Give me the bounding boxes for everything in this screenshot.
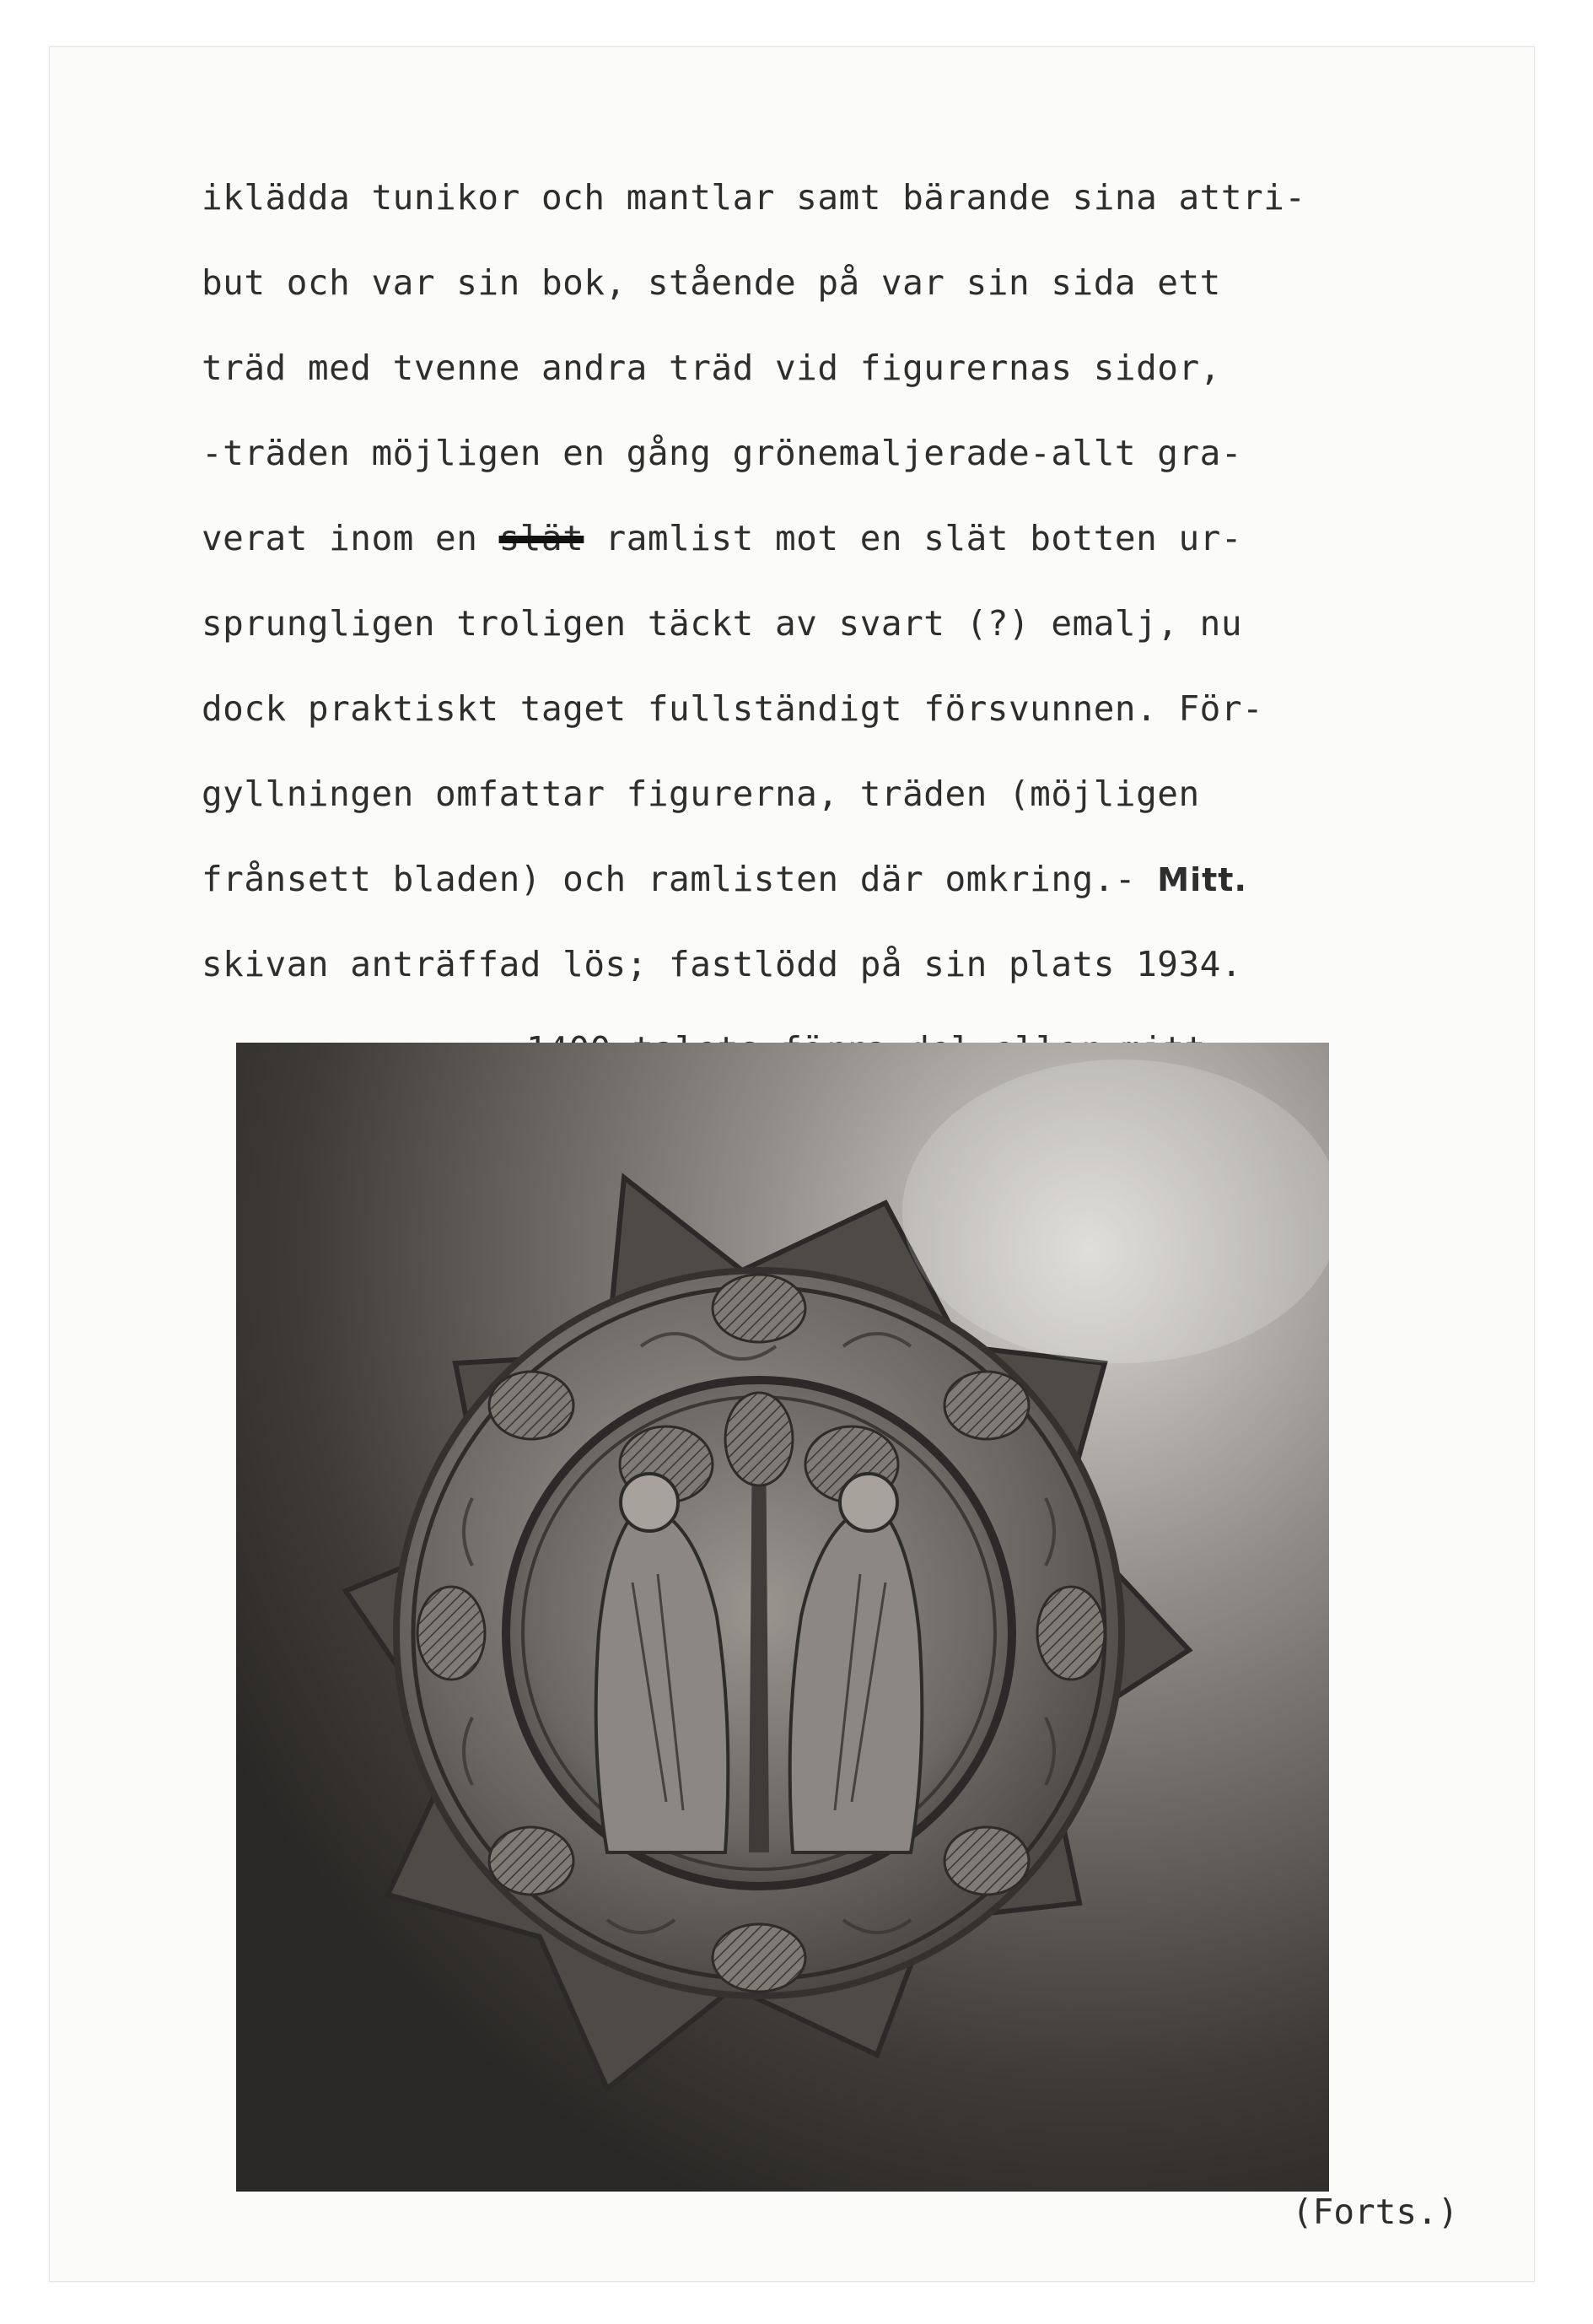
text-line-10: skivan anträffad lös; fastlödd på sin plats 1934. (202, 944, 1243, 984)
typed-text (202, 155, 1534, 1092)
struck-word: slät (498, 518, 584, 558)
text-line-5-before: verat inom en (202, 518, 499, 558)
engraved-paten-photograph (236, 1043, 1329, 2192)
text-line-2: but och var sin bok, stående på var sin sida ett (202, 262, 1221, 303)
text-line-1: iklädda tunikor och mantlar samt bärande sina attri- (202, 177, 1306, 218)
continuation-note: (Forts.) (1292, 2192, 1459, 2232)
text-line-4: -träden möjligen en gång grönemaljerade-allt gra- (202, 433, 1243, 473)
text-line-5-after: ramlist mot en slät botten ur- (584, 518, 1243, 558)
paten-photo-icon (236, 1043, 1329, 2192)
text-line-6: sprungligen troligen täckt av svart (?) emalj, nu (202, 603, 1243, 644)
text-line-9 (202, 837, 1534, 922)
handwritten-note: Mitt. (1157, 861, 1247, 898)
text-line-9-typed: frånsett bladen) och ramlisten där omkring.- (202, 859, 1158, 899)
text-line-5 (202, 496, 1534, 581)
text-line-3: träd med tvenne andra träd vid figurernas sidor, (202, 348, 1221, 388)
text-line-8: gyllningen omfattar figurerna, träden (möjligen (202, 774, 1200, 814)
text-line-7: dock praktiskt taget fullständigt försvunnen. För- (202, 688, 1264, 729)
